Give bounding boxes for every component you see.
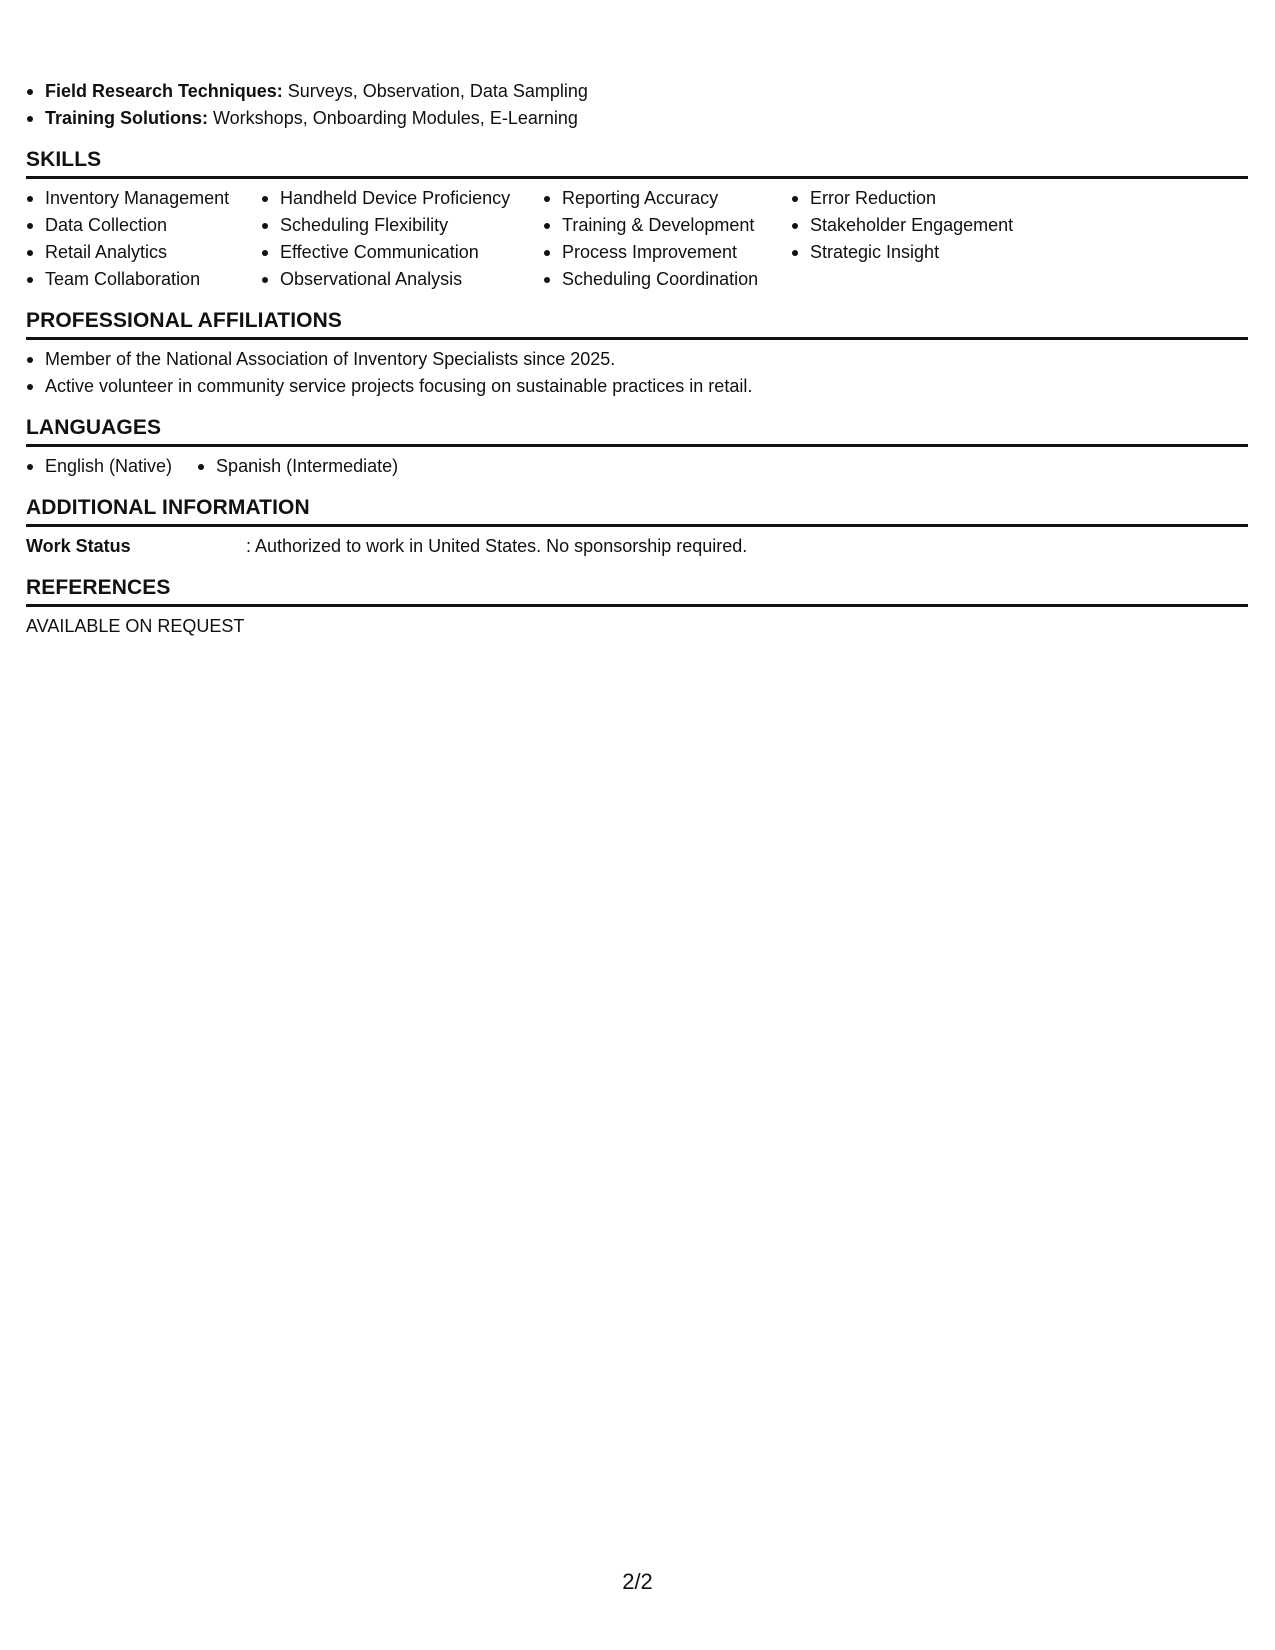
- references-section: [26, 574, 1248, 640]
- section-divider: [26, 524, 1248, 527]
- list-item: Effective Communication: [261, 239, 543, 266]
- languages-list: [26, 453, 1248, 480]
- spacer: [26, 480, 1248, 494]
- section-divider: [26, 176, 1248, 179]
- list-item: Training & Development: [543, 212, 791, 239]
- info-key: Work Status: [26, 536, 131, 556]
- references-text: AVAILABLE ON REQUEST: [26, 616, 245, 636]
- item-text: Workshops, Onboarding Modules, E-Learning: [208, 108, 578, 128]
- list-item: Stakeholder Engagement: [791, 212, 1091, 239]
- list-item: English (Native): [26, 453, 172, 480]
- skills-section: [26, 146, 1248, 307]
- list-item: Scheduling Coordination: [543, 266, 791, 293]
- section-divider: [26, 444, 1248, 447]
- list-item: Reporting Accuracy: [543, 185, 791, 212]
- info-value: : Authorized to work in United States. No sponsorship required.: [246, 536, 748, 556]
- list-item: [26, 78, 1248, 105]
- list-item: Spanish (Intermediate): [197, 453, 398, 480]
- list-item: Active volunteer in community service projects focusing on sustainable practices in retail.: [26, 373, 1248, 400]
- section-title: ADDITIONAL INFORMATION: [26, 496, 310, 519]
- affiliations-list: [26, 346, 1248, 400]
- spacer: [26, 560, 1248, 574]
- list-item: Scheduling Flexibility: [261, 212, 543, 239]
- list-item: Process Improvement: [543, 239, 791, 266]
- info-row: [26, 533, 1248, 560]
- list-item: Team Collaboration: [26, 266, 261, 293]
- section-title: LANGUAGES: [26, 416, 162, 439]
- spacer: [26, 293, 1248, 307]
- item-label: Training Solutions:: [45, 108, 208, 128]
- skills-column: [261, 185, 543, 293]
- section-title: SKILLS: [26, 148, 102, 171]
- languages-section: [26, 414, 1248, 494]
- list-item: Handheld Device Proficiency: [261, 185, 543, 212]
- item-text: Surveys, Observation, Data Sampling: [282, 81, 588, 101]
- section-divider: [26, 337, 1248, 340]
- list-item: Observational Analysis: [261, 266, 543, 293]
- spacer: [26, 400, 1248, 414]
- skills-column: [791, 185, 1091, 293]
- list-item: [26, 105, 1248, 132]
- resume-page: [26, 78, 1248, 640]
- skills-column: [26, 185, 261, 293]
- list-item: Retail Analytics: [26, 239, 261, 266]
- page-number: 2/2: [622, 1569, 653, 1594]
- affiliations-section: [26, 307, 1248, 414]
- list-item: Inventory Management: [26, 185, 261, 212]
- section-divider: [26, 604, 1248, 607]
- list-item: Error Reduction: [791, 185, 1091, 212]
- expertise-list: [26, 78, 1248, 132]
- skills-grid: [26, 185, 1248, 293]
- skills-column: [543, 185, 791, 293]
- section-title: REFERENCES: [26, 576, 171, 599]
- item-label: Field Research Techniques:: [45, 81, 283, 101]
- list-item: Data Collection: [26, 212, 261, 239]
- section-title: PROFESSIONAL AFFILIATIONS: [26, 309, 342, 332]
- list-item: Strategic Insight: [791, 239, 1091, 266]
- list-item: Member of the National Association of Inventory Specialists since 2025.: [26, 346, 1248, 373]
- additional-info-section: [26, 494, 1248, 574]
